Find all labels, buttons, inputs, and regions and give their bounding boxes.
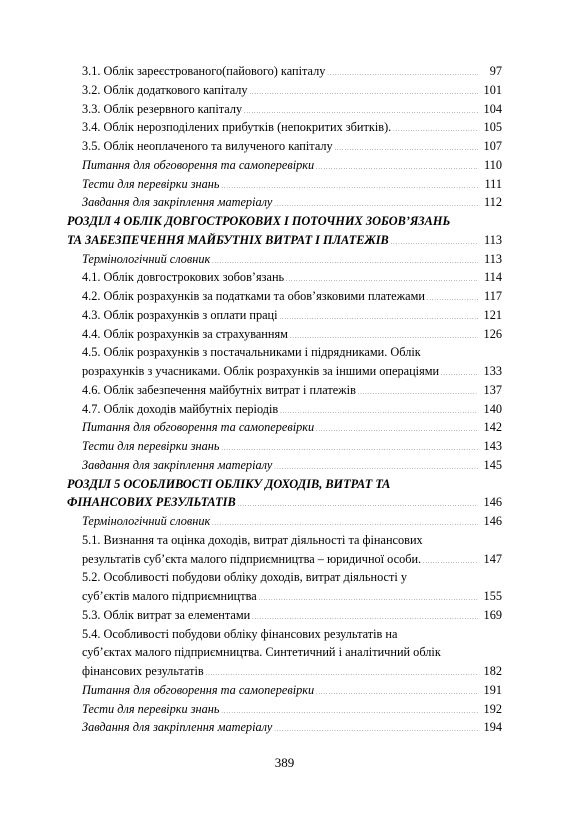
toc-entry-5-4-line3 — [82, 662, 502, 681]
entry-page: 113 — [484, 232, 502, 247]
entry-page: 111 — [484, 176, 502, 191]
entry-page: 113 — [484, 251, 502, 266]
page-number: 389 — [274, 755, 295, 770]
entry-title: 3.2. Облік додаткового капіталу — [82, 82, 248, 97]
table-of-contents — [67, 62, 502, 737]
toc-entry-3-2 — [82, 81, 502, 100]
toc-entry-3-3 — [82, 100, 502, 119]
leader-dots — [274, 718, 478, 741]
entry-page: 105 — [483, 120, 502, 135]
entry-title: розрахунків з учасниками. Облік розрахунків за іншими операціями — [82, 364, 440, 378]
entry-title: Завдання для закріплення матеріалу — [82, 720, 273, 735]
entry-title: ТА ЗАБЕЗПЕЧЕННЯ МАЙБУТНІХ ВИТРАТ І ПЛАТЕЖІВ — [67, 232, 389, 247]
entry-page: 117 — [484, 289, 502, 303]
section-5-heading-line1: РОЗДІЛ 5 ОСОБЛИВОСТІ ОБЛІКУ ДОХОДІВ, ВИТРАТ ТА — [67, 476, 391, 491]
toc-entry-questions-4 — [82, 418, 502, 437]
toc-entry-3-4 — [82, 118, 502, 137]
toc-entry-5-4-line2: суб’єктах малого підприємництва. Синтетичний і аналітичний облік — [82, 645, 441, 660]
entry-title: Тести для перевірки знань — [82, 439, 220, 453]
toc-entry-tasks-3 — [82, 193, 502, 212]
entry-page: 112 — [484, 195, 502, 210]
entry-page: 137 — [483, 382, 502, 397]
toc-entry-tasks-4 — [82, 456, 502, 475]
toc-entry-tests-3 — [82, 175, 502, 194]
entry-page: 192 — [483, 701, 502, 716]
entry-title: 3.1. Облік зареєстрованого(пайового) капіталу — [82, 64, 326, 78]
entry-title: Питання для обговорення та самоперевірки — [82, 157, 315, 172]
toc-entry-3-1 — [82, 62, 502, 81]
toc-entry-5-1-line1: 5.1. Визнання та оцінка доходів, витрат діяльності та фінансових — [82, 532, 423, 547]
entry-title: 4.1. Облік довгострокових зобов’язань — [82, 270, 285, 285]
entry-page: 155 — [483, 589, 502, 603]
entry-title: 4.3. Облік розрахунків з оплати праці — [82, 307, 278, 322]
entry-title: Питання для обговорення та самоперевірки — [82, 682, 315, 697]
toc-entry-5-2-line2 — [82, 587, 502, 606]
toc-entry-5-2-line1: 5.2. Особливості побудови обліку доходів, витрат діяльності у — [82, 570, 408, 585]
entry-page: 101 — [483, 82, 502, 97]
entry-title: Завдання для закріплення матеріалу — [82, 457, 273, 472]
entry-title: Завдання для закріплення матеріалу — [82, 195, 273, 210]
entry-page: 142 — [483, 420, 502, 435]
toc-entry-4-3 — [82, 306, 502, 325]
section-4-heading-line2 — [67, 231, 502, 250]
entry-title: результатів суб’єкта малого підприємництва – юридичної особи. — [82, 551, 422, 566]
entry-title: 3.5. Облік неоплаченого та вилученого капіталу — [82, 139, 333, 153]
toc-entry-3-5 — [82, 137, 502, 156]
entry-title: 3.4. Облік нерозподілених прибутків (непокритих збитків). — [82, 120, 392, 135]
entry-title: Тести для перевірки знань — [82, 701, 220, 716]
toc-entry-4-6 — [82, 381, 502, 400]
entry-page: 145 — [483, 457, 502, 472]
entry-page: 114 — [484, 270, 502, 285]
toc-entry-5-4-line1: 5.4. Особливості побудови обліку фінансових результатів на — [82, 626, 398, 641]
entry-page: 133 — [483, 364, 502, 378]
toc-entry-4-7 — [82, 400, 502, 419]
entry-title: Термінологічний словник — [82, 514, 211, 528]
toc-entry-glossary-5 — [82, 512, 502, 531]
toc-entry-tests-4 — [82, 437, 502, 456]
entry-page: 107 — [483, 139, 502, 153]
toc-entry-4-5-line1: 4.5. Облік розрахунків з постачальниками і підрядниками. Облік — [82, 345, 421, 360]
entry-title: 4.7. Облік доходів майбутніх періодів — [82, 401, 279, 416]
toc-entry-questions-5 — [82, 681, 502, 700]
entry-page: 143 — [483, 439, 502, 453]
entry-page: 146 — [483, 495, 502, 510]
toc-entry-4-2 — [82, 287, 502, 306]
entry-title: ФІНАНСОВИХ РЕЗУЛЬТАТІВ — [67, 495, 236, 510]
entry-title: 4.4. Облік розрахунків за страхуванням — [82, 326, 288, 341]
entry-page: 104 — [483, 101, 502, 116]
toc-entry-tests-5 — [82, 700, 502, 719]
entry-title: 4.6. Облік забезпечення майбутніх витрат і платежів — [82, 382, 356, 397]
toc-entry-4-1 — [82, 268, 502, 287]
entry-page: 140 — [483, 401, 502, 416]
toc-entry-5-3 — [82, 606, 502, 625]
toc-entry-4-4 — [82, 325, 502, 344]
entry-page: 194 — [483, 720, 502, 735]
entry-title: 5.3. Облік витрат за елементами — [82, 607, 251, 622]
entry-page: 146 — [483, 514, 502, 528]
entry-title: суб’єктів малого підприємництва — [82, 589, 257, 603]
entry-title: Термінологічний словник — [82, 251, 211, 266]
entry-page: 182 — [483, 664, 502, 678]
entry-page: 97 — [489, 64, 502, 78]
entry-page: 121 — [483, 307, 502, 322]
entry-page: 110 — [484, 157, 502, 172]
section-5-heading-line2 — [67, 493, 502, 512]
section-4-heading-line1: РОЗДІЛ 4 ОБЛІК ДОВГОСТРОКОВИХ І ПОТОЧНИХ ЗОБОВ’ЯЗАНЬ — [67, 214, 451, 228]
entry-page: 169 — [483, 607, 502, 622]
entry-title: 4.2. Облік розрахунків за податками та обов’язковими платежами — [82, 289, 425, 303]
toc-entry-questions-3 — [82, 156, 502, 175]
entry-page: 126 — [483, 326, 502, 341]
entry-title: 3.3. Облік резервного капіталу — [82, 101, 243, 116]
entry-title: фінансових результатів — [82, 664, 204, 678]
toc-entry-glossary-4 — [82, 250, 502, 269]
entry-page: 191 — [483, 682, 502, 697]
toc-entry-5-1-line2 — [82, 550, 502, 569]
toc-entry-tasks-5 — [82, 718, 502, 737]
leader-dots — [423, 550, 478, 573]
entry-title: Тести для перевірки знань — [82, 176, 220, 191]
entry-page: 147 — [483, 551, 502, 566]
toc-entry-4-5-line2 — [82, 362, 502, 381]
entry-title: Питання для обговорення та самоперевірки — [82, 420, 315, 435]
